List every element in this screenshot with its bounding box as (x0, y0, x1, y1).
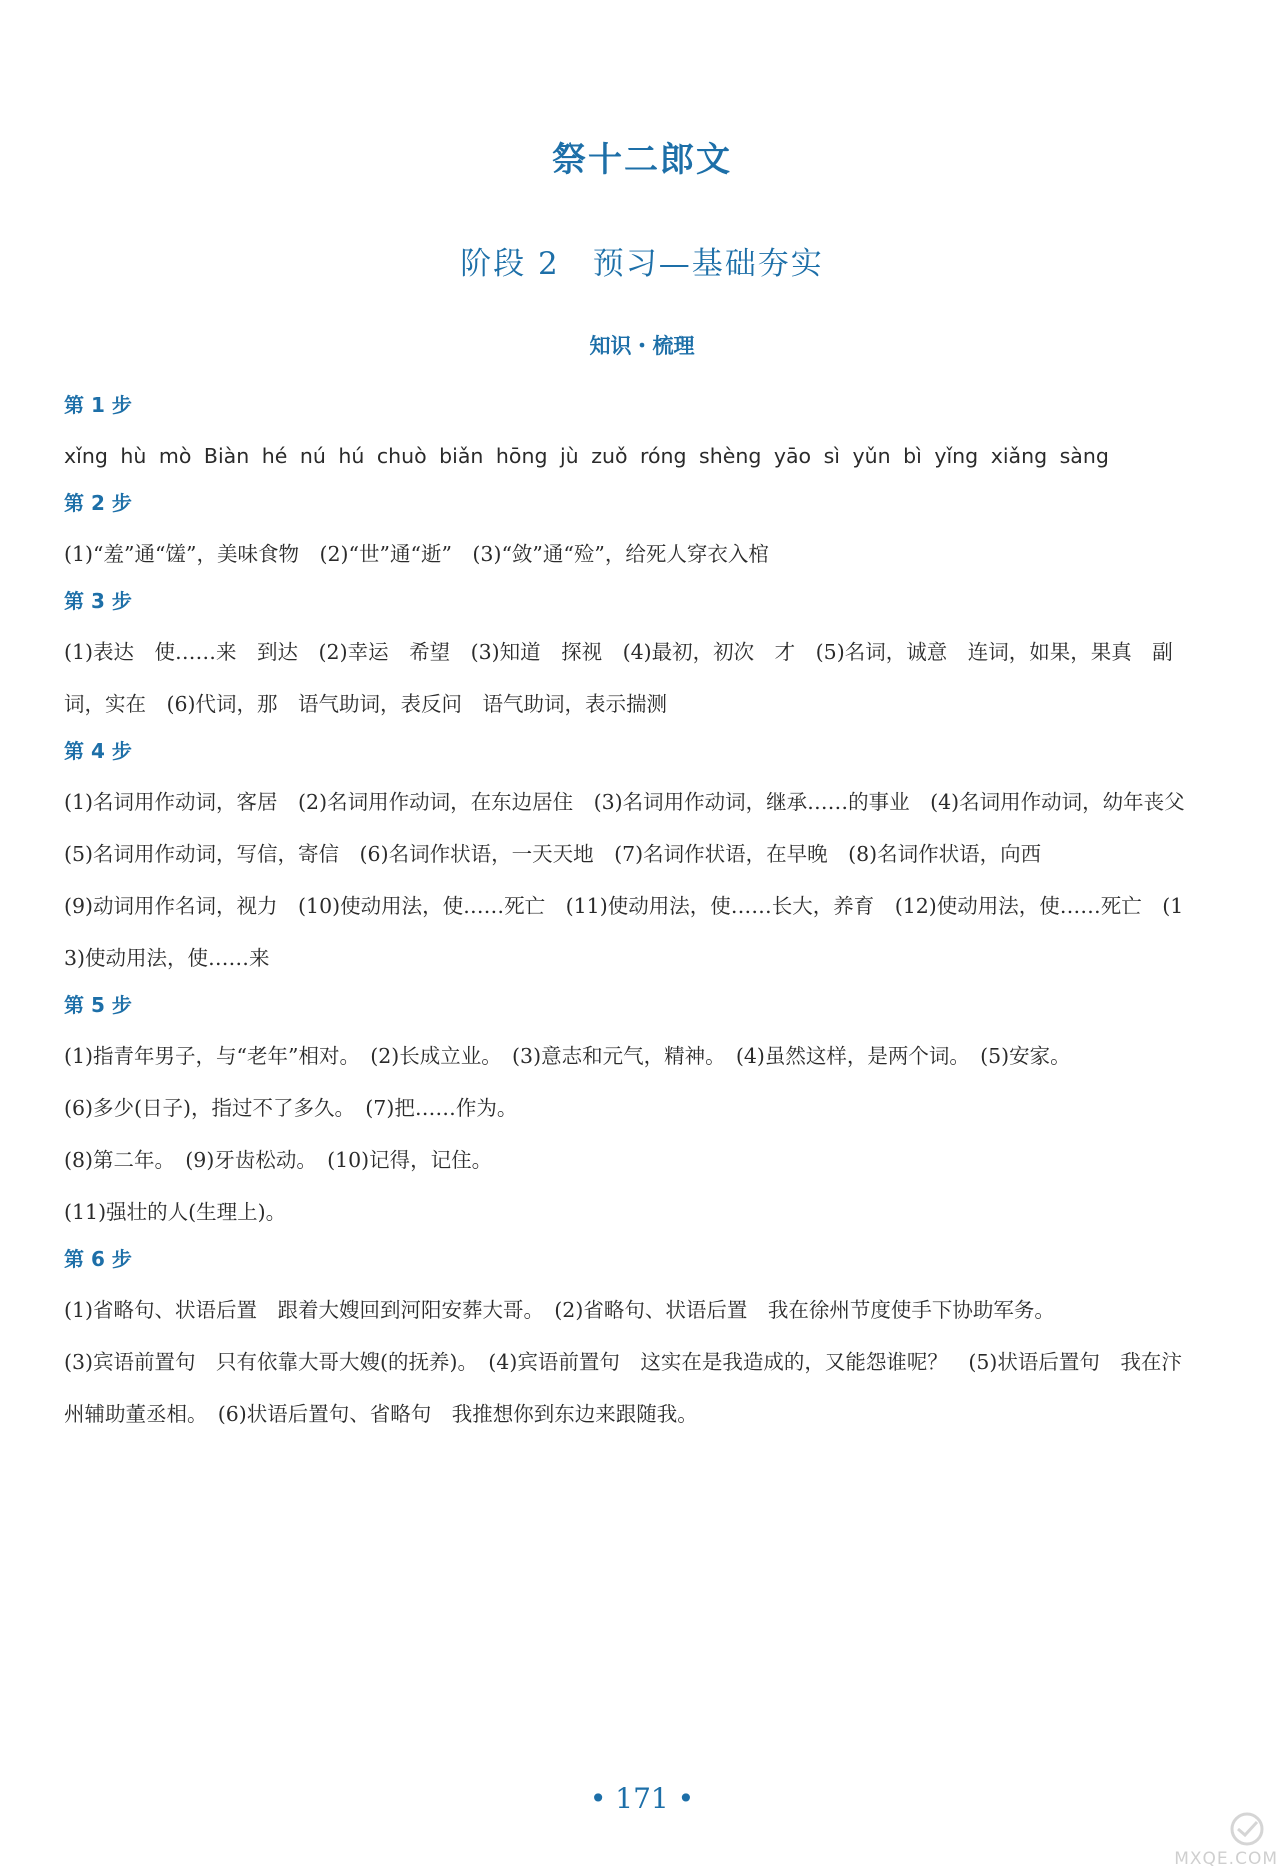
step-1 (64, 388, 1200, 482)
section-label: 知识・梳理 (589, 334, 695, 358)
answer-line: (9)动词用作名词，视力 (10)使动用法，使……死亡 (11)使动用法，使……长大，养育 (12)使动用法，使……死亡 (13)使动用法，使……来 (64, 894, 1184, 970)
step-4 (64, 734, 1206, 984)
step-heading: 第 1 步 (64, 393, 132, 417)
step-heading: 第 6 步 (64, 1247, 132, 1271)
step-heading: 第 2 步 (64, 491, 132, 515)
answer-line: (1)指青年男子，与“老年”相对。 (2)长成立业。 (3)意志和元气，精神。 (4)虽然这样，是两个词。 (5)安家。 (64, 1044, 1071, 1068)
answer-line: (1)省略句、状语后置 跟着大嫂回到河阳安葬大哥。 (2)省略句、状语后置 我在徐州节度使手下协助军务。 (64, 1298, 1055, 1322)
step-heading: 第 4 步 (64, 739, 132, 763)
site-watermark (1128, 1811, 1278, 1869)
watermark-text: MXQE.COM (1174, 1849, 1278, 1869)
answer-line: (1)“羞”通“馐”，美味食物 (2)“世”通“逝” (3)“敛”通“殓”，给死人穿衣入棺 (64, 542, 769, 566)
answer-line: (6)多少(日子)，指过不了多久。 (7)把……作为。 (64, 1096, 518, 1120)
step-2 (64, 486, 1200, 580)
answer-line: (1)表达 使……来 到达 (2)幸运 希望 (3)知道 探视 (4)最初，初次 才 (5)名词，诚意 连词，如果，果真 副词，实在 (6)代词，那 语气助词，表反问 语气助词，表示揣测 (64, 640, 1173, 716)
pinyin-line: xǐng hù mò Biàn hé nú hú chuò biǎn hōng jù zuǒ róng shèng yāo sì yǔn bì yǐng xiǎng sàng (64, 444, 1109, 468)
page-number: • 171 • (589, 1782, 695, 1815)
step-5 (64, 988, 1200, 1238)
step-6 (64, 1242, 1200, 1440)
stage-subtitle: 阶段 2 预习—基础夯实 (460, 246, 824, 282)
watermark-logo-icon (1222, 1811, 1272, 1847)
step-3 (64, 584, 1200, 730)
answer-line: (1)名词用作动词，客居 (2)名词用作动词，在东边居住 (3)名词用作动词，继承……的事业 (4)名词用作动词，幼年丧父 (5)名词用作动词，写信，寄信 (6)名词作状语，一天天地 (7)名词作状语，在早晚 (8)名词作状语，向西 (64, 790, 1206, 866)
answer-line: (3)宾语前置句 只有依靠大哥大嫂(的抚养)。 (4)宾语前置句 这实在是我造成的，又能怨谁呢？ (5)状语后置句 我在汴州辅助董丞相。 (6)状语后置句、省略句 我推想你到东边来跟随我。 (64, 1350, 1182, 1426)
step-heading: 第 3 步 (64, 589, 132, 613)
step-heading: 第 5 步 (64, 993, 132, 1017)
answer-line: (8)第二年。 (9)牙齿松动。 (10)记得，记住。 (64, 1148, 493, 1172)
page-title: 祭十二郎文 (552, 140, 732, 180)
answer-line: (11)强壮的人(生理上)。 (64, 1200, 287, 1224)
answer-content (64, 388, 1206, 1444)
